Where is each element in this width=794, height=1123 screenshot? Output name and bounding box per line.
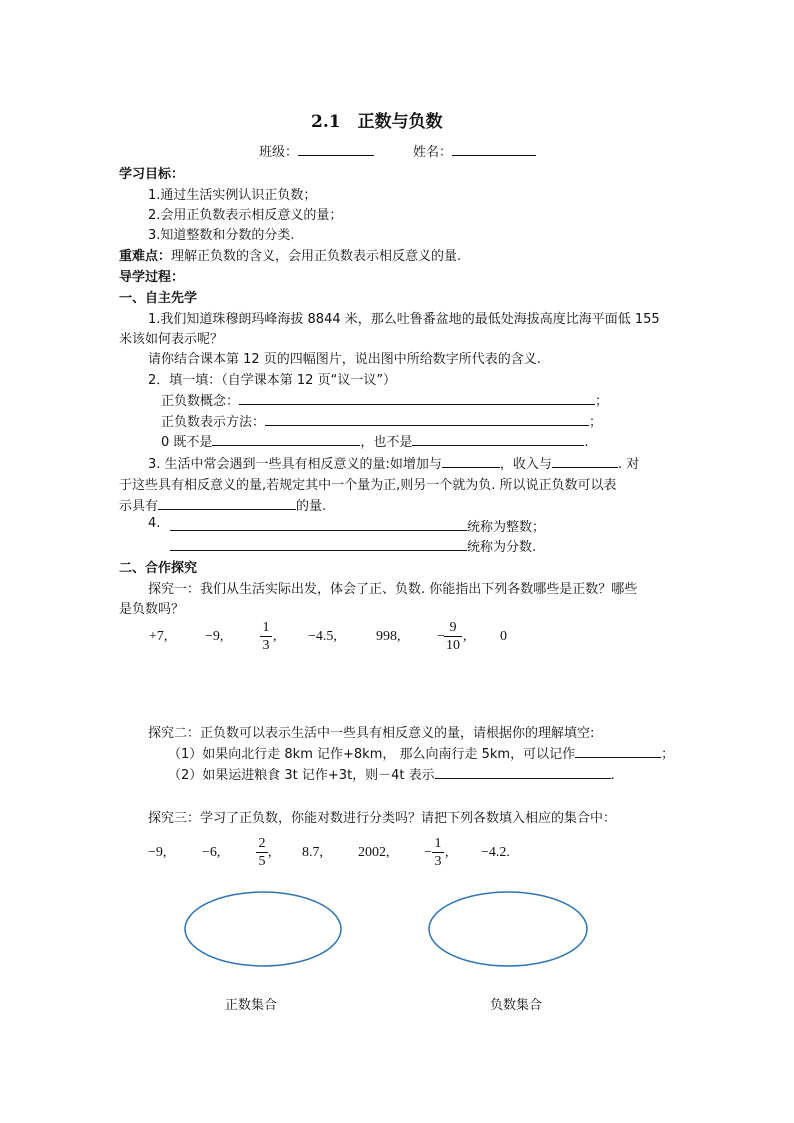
name-label: 姓名： [413, 145, 453, 160]
q1-line-3: 请你结合课本第 12 页的四幅图片，说出图中所给数字所代表的含义. [148, 352, 541, 367]
e3-num-8-7: 8.7, [302, 845, 323, 860]
positive-set-label: 正数集合 [225, 998, 278, 1013]
q3-line-2: 于这些具有相反意义的量,若规定其中一个量为正,则另一个就为负. 所以说正负数可以表 [119, 478, 617, 493]
e3-frac2-comma: , [445, 845, 449, 860]
e3-num-minus6: −6, [202, 845, 221, 860]
q2-concept-label: 正负数概念： [161, 394, 240, 409]
e3-frac2-sign: − [424, 845, 432, 860]
key-points-label: 重难点： [119, 249, 172, 264]
objective-item-3: 3.知道整数和分数的分类. [148, 228, 295, 243]
e1-frac2-denominator: 10 [446, 638, 460, 653]
explore2-q1-semicolon: ； [661, 747, 675, 762]
explore1-line-2: 是负数吗？ [119, 602, 185, 617]
q2-method-label: 正负数表示方法： [161, 415, 266, 430]
q3-line-1-a: 3. 生活中常会遇到一些具有相反意义的量:如增加与 [148, 457, 442, 472]
q1-line-2: 米该如何表示呢？ [119, 332, 224, 347]
q3-line-1-c: . 对 [617, 457, 640, 472]
e1-frac2-numerator: 9 [449, 620, 457, 635]
negative-set-label: 负数集合 [490, 998, 543, 1013]
e3-num-minus4-2: −4.2. [481, 845, 510, 860]
explore2-intro: 探究二：正负数可以表示生活中一些具有相反意义的量，请根据你的理解填空: [148, 726, 595, 741]
e1-num-minus9: −9, [205, 629, 224, 644]
e3-num-minus9: −9, [148, 845, 167, 860]
q2-title: 2．填一填：（自学课本第 12 页“议一议”） [148, 373, 397, 388]
q2-zero-b: ，也不是 [360, 435, 413, 450]
page-title: 2.1 正数与负数 [311, 112, 443, 132]
objective-item-1: 1.通过生活实例认识正负数； [148, 188, 317, 203]
e1-num-minus4-5: −4.5, [308, 629, 337, 644]
negative-set-ellipse[interactable] [429, 892, 587, 966]
e1-frac1-denominator: 3 [262, 638, 270, 653]
e3-frac1-denominator: 5 [258, 854, 266, 869]
e1-frac2-comma: , [463, 629, 467, 644]
q2-zero-period: . [584, 435, 589, 450]
section1-heading: 一、自主先学 [119, 291, 198, 306]
class-label: 班级： [259, 145, 299, 160]
explore2-q2-period: . [610, 768, 615, 783]
process-heading: 导学过程： [119, 270, 185, 285]
q4-fraction-label: 统称为分数. [467, 540, 537, 555]
section2-heading: 二、合作探究 [119, 561, 198, 576]
e1-num-plus7: +7, [149, 629, 168, 644]
e1-num-998: 998, [376, 629, 401, 644]
explore1-line-1: 探究一：我们从生活实际出发，体会了正、负数. 你能指出下列各数哪些是正数？哪些 [148, 582, 638, 597]
e3-frac2-denominator: 3 [434, 854, 442, 869]
e1-num-zero: 0 [500, 629, 507, 644]
q3-line-1-b: ，收入与 [499, 457, 552, 472]
explore2-q2-text: （2）如果运进粮食 3t 记作+3t，则－4t 表示 [168, 768, 435, 783]
q4-integer-label: 统称为整数； [467, 520, 546, 535]
q3-line-3-b: 的量. [296, 499, 327, 514]
key-points-text: 理解正负数的含义，会用正负数表示相反意义的量. [171, 249, 462, 264]
explore2-q1-text: （1）如果向北行走 8km 记作+8km， 那么向南行走 5km，可以记作 [168, 747, 576, 762]
e1-frac2-sign: − [437, 629, 445, 644]
explore3-intro: 探究三：学习了正负数，你能对数进行分类吗？请把下列各数填入相应的集合中： [148, 811, 617, 826]
objectives-heading: 学习目标： [119, 167, 185, 182]
e3-frac1-numerator: 2 [258, 836, 266, 851]
q2-concept-semicolon: ； [595, 394, 609, 409]
e3-frac2-numerator: 1 [434, 836, 442, 851]
objective-item-2: 2.会用正负数表示相反意义的量； [148, 208, 343, 223]
positive-set-ellipse[interactable] [185, 892, 341, 966]
q4-number: 4. [148, 516, 161, 531]
e1-frac1-numerator: 1 [262, 620, 270, 635]
e3-frac1-comma: , [268, 845, 272, 860]
e1-frac1-comma: , [273, 629, 277, 644]
e3-num-2002: 2002, [358, 845, 390, 860]
q2-zero-a: 0 既不是 [161, 435, 213, 450]
q2-method-semicolon: ； [589, 415, 603, 430]
q3-line-3-a: 示具有 [119, 499, 159, 514]
q1-line-1: 1.我们知道珠穆朗玛峰海拔 8844 米，那么吐鲁番盆地的最低处海拔高度比海平面低 155 [148, 312, 660, 327]
